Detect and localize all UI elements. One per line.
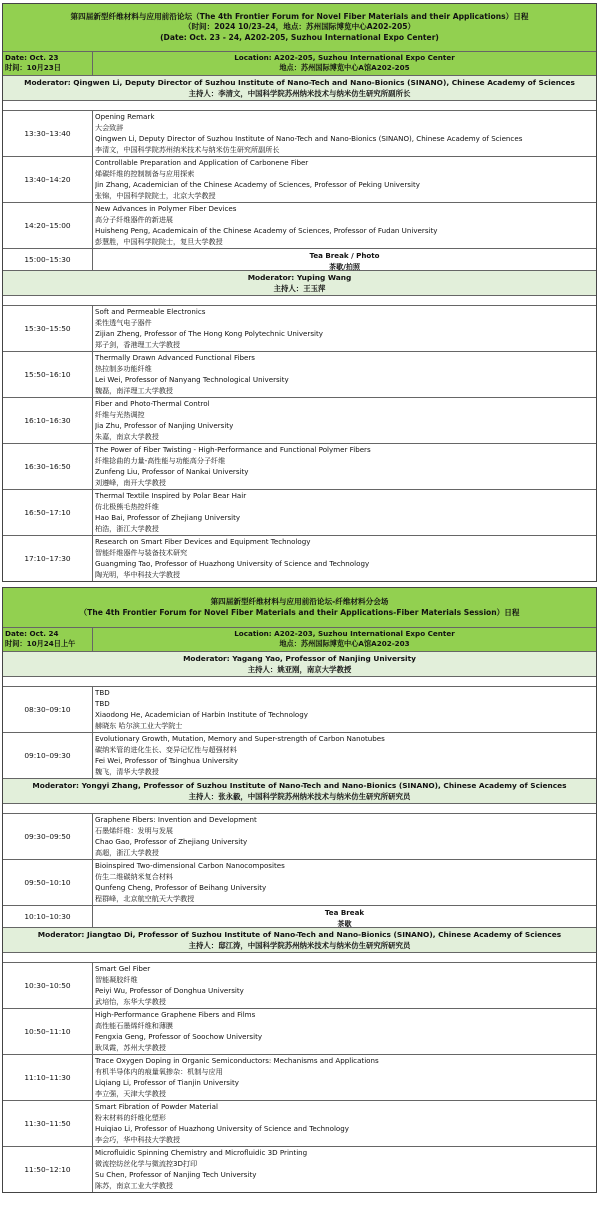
talk-line: Jia Zhu, Professor of Nanjing University bbox=[95, 421, 234, 430]
spacer-row bbox=[3, 295, 596, 305]
talk-cell bbox=[93, 157, 596, 202]
talk-row bbox=[3, 305, 596, 351]
talk-line: 刘遵峰，南开大学教授 bbox=[95, 478, 166, 487]
talk-line: Soft and Permeable Electronics bbox=[95, 307, 206, 316]
time-cell: 16:50–17:10 bbox=[3, 490, 93, 535]
date-en: Date: Oct. 23 bbox=[5, 53, 59, 62]
talk-line: 智能凝胶纤维 bbox=[95, 975, 138, 984]
talk-cell bbox=[93, 814, 596, 859]
moderator-row bbox=[3, 270, 596, 295]
talk-cell bbox=[93, 111, 596, 156]
talk-line: Microfluidic Spinning Chemistry and Microfluidic 3D Printing bbox=[95, 1148, 308, 1157]
date-location-row bbox=[3, 627, 596, 651]
talk-line: Thermally Drawn Advanced Functional Fibers bbox=[95, 353, 255, 362]
talk-cell bbox=[93, 1101, 596, 1146]
date-cn: 时间：10月23日 bbox=[5, 63, 61, 72]
time-cell: 16:30–16:50 bbox=[3, 444, 93, 489]
date-cn: 时间：10月24日上午 bbox=[5, 639, 76, 648]
time-cell: 10:50–11:10 bbox=[3, 1009, 93, 1054]
talk-row bbox=[3, 202, 596, 248]
talk-line: Qunfeng Cheng, Professor of Beihang University bbox=[95, 883, 267, 892]
talk-row bbox=[3, 859, 596, 905]
talk-line: Guangming Tao, Professor of Huazhong University of Science and Technology bbox=[95, 559, 370, 568]
talk-row bbox=[3, 1146, 596, 1192]
moderator-en: Moderator: Jiangtao Di, Professor of Suzhou Institute of Nano-Tech and Nano-Bionics (SINANO), Chinese Academy of Sciences bbox=[37, 930, 562, 939]
talk-line: 柏浩，浙江大学教授 bbox=[95, 524, 159, 533]
talk-cell bbox=[93, 306, 596, 351]
talk-line: 高超，浙江大学教授 bbox=[95, 848, 159, 857]
talk-row bbox=[3, 1054, 596, 1100]
spacer-row bbox=[3, 803, 596, 813]
talk-line: Su Chen, Professor of Nanjing Tech University bbox=[95, 1170, 257, 1179]
moderator-row bbox=[3, 651, 596, 676]
location-cn: 地点：苏州国际博览中心A馆A202-203 bbox=[279, 639, 410, 648]
talk-line: 陈苏，南京工业大学教授 bbox=[95, 1181, 174, 1190]
talk-line: Huisheng Peng, Academicain of the Chinese Academy of Sciences, Professor of Fudan University bbox=[95, 226, 438, 235]
talk-cell bbox=[93, 203, 596, 248]
talk-line: 魏飞，清华大学教授 bbox=[95, 767, 159, 776]
title-line: （The 4th Frontier Forum for Novel Fiber Materials and their Applications-Fiber Materials Session）日程 bbox=[79, 607, 520, 617]
talk-line: TBD bbox=[95, 688, 110, 697]
talk-line: 碳纳米管的进化生长、变异记忆性与超强材料 bbox=[95, 745, 237, 754]
talk-cell bbox=[93, 860, 596, 905]
talk-line: Zijian Zheng, Professor of The Hong Kong Polytechnic University bbox=[95, 329, 323, 338]
talk-line: Graphene Fibers: Invention and Development bbox=[95, 815, 257, 824]
title-line: （时间：2024 10/23-24，地点：苏州国际博览中心A202-205） bbox=[183, 22, 416, 32]
talk-cell bbox=[93, 963, 596, 1008]
session-title bbox=[3, 588, 596, 627]
talk-line: Fei Wei, Professor of Tsinghua University bbox=[95, 756, 239, 765]
talk-line: New Advances in Polymer Fiber Devices bbox=[95, 204, 237, 213]
break-row bbox=[3, 905, 596, 927]
talk-line: 高性能石墨烯纤维和薄膜 bbox=[95, 1021, 174, 1030]
talk-line: 高分子纤维器件的新进展 bbox=[95, 215, 174, 224]
talk-row bbox=[3, 732, 596, 778]
talk-line: 张锦，中国科学院院士，北京大学教授 bbox=[95, 191, 216, 200]
talk-line: Fengxia Geng, Professor of Soochow University bbox=[95, 1032, 263, 1041]
talk-line: Qingwen Li, Deputy Director of Suzhou Institute of Nano-Tech and Nano-Bionics (SINANO), Chinese Academy of Sciences bbox=[95, 134, 523, 143]
moderator-cn: 主持人：姚亚刚，南京大学教授 bbox=[247, 664, 352, 674]
talk-line: Zunfeng Liu, Professor of Nankai University bbox=[95, 467, 249, 476]
talk-line: Liqiang Li, Professor of Tianjin University bbox=[95, 1078, 239, 1087]
date-cell bbox=[3, 628, 93, 651]
session-title bbox=[3, 4, 596, 51]
talk-row bbox=[3, 110, 596, 156]
title-line: (Date: Oct. 23 - 24, A202-205, Suzhou International Expo Center) bbox=[160, 32, 439, 42]
talk-line: Jin Zhang, Academician of the Chinese Academy of Sciences, Professor of Peking University bbox=[95, 180, 420, 189]
talk-row bbox=[3, 1100, 596, 1146]
talk-line: Xiaodong He, Academician of Harbin Institute of Technology bbox=[95, 710, 308, 719]
talk-row bbox=[3, 351, 596, 397]
talk-line: Lei Wei, Professor of Nanyang Technological University bbox=[95, 375, 289, 384]
talk-line: 耿凤霞，苏州大学教授 bbox=[95, 1043, 166, 1052]
talk-line: 石墨烯纤维：发明与发展 bbox=[95, 826, 174, 835]
talk-row bbox=[3, 156, 596, 202]
time-cell: 13:40–14:20 bbox=[3, 157, 93, 202]
talk-cell bbox=[93, 536, 596, 581]
moderator-en: Moderator: Yuping Wang bbox=[247, 273, 352, 282]
talk-cell bbox=[93, 352, 596, 397]
talk-line: 陶光明，华中科技大学教授 bbox=[95, 570, 181, 579]
talk-line: 热拉制多功能纤维 bbox=[95, 364, 152, 373]
talk-row bbox=[3, 489, 596, 535]
title-line: 第四届新型纤维材料与应用前沿论坛-纤维材料分会场 bbox=[210, 597, 389, 606]
moderator-en: Moderator: Qingwen Li, Deputy Director of Suzhou Institute of Nano-Tech and Nano-Bionics (SINANO), Chinese Academy of Sciences bbox=[24, 78, 575, 87]
talk-cell bbox=[93, 1147, 596, 1192]
time-cell: 15:30–15:50 bbox=[3, 306, 93, 351]
moderator-en: Moderator: Yongyi Zhang, Professor of Suzhou Institute of Nano-Tech and Nano-Bionics (SINANO), Chinese Academy of Sciences bbox=[32, 781, 567, 790]
time-cell: 10:10–10:30 bbox=[3, 906, 93, 927]
talk-line: 纤维捻曲的力量-高性能与功能高分子纤维 bbox=[95, 456, 226, 465]
spacer-row bbox=[3, 952, 596, 962]
talk-line: 朱嘉，南京大学教授 bbox=[95, 432, 159, 441]
spacer-row bbox=[3, 100, 596, 110]
title-line: 第四届新型纤维材料与应用前沿论坛（The 4th Frontier Forum for Novel Fiber Materials and their Applications）日程 bbox=[70, 11, 529, 21]
location-en: Location: A202-205, Suzhou International Expo Center bbox=[234, 53, 455, 62]
date-cell bbox=[3, 52, 93, 75]
talk-line: 程群峰，北京航空航天大学教授 bbox=[95, 894, 195, 903]
talk-cell bbox=[93, 1055, 596, 1100]
talk-line: Trace Oxygen Doping in Organic Semiconductors: Mechanisms and Applications bbox=[95, 1056, 379, 1065]
talk-cell bbox=[93, 444, 596, 489]
date-en: Date: Oct. 24 bbox=[5, 629, 59, 638]
time-cell: 11:10–11:30 bbox=[3, 1055, 93, 1100]
talk-line: Smart Gel Fiber bbox=[95, 964, 151, 973]
time-cell: 10:30–10:50 bbox=[3, 963, 93, 1008]
talk-line: 柔性透气电子器件 bbox=[95, 318, 152, 327]
talk-line: Tea Break bbox=[324, 908, 365, 917]
talk-line: 郑子剑，香港理工大学教授 bbox=[95, 340, 181, 349]
time-cell: 09:30–09:50 bbox=[3, 814, 93, 859]
time-cell: 15:00–15:30 bbox=[3, 249, 93, 270]
talk-line: High-Performance Graphene Fibers and Films bbox=[95, 1010, 256, 1019]
talk-line: 烯碳纤维的控制制备与应用探索 bbox=[95, 169, 195, 178]
time-cell: 17:10–17:30 bbox=[3, 536, 93, 581]
talk-line: Research on Smart Fiber Devices and Equipment Technology bbox=[95, 537, 311, 546]
talk-row bbox=[3, 397, 596, 443]
talk-line: Bioinspired Two-dimensional Carbon Nanocomposites bbox=[95, 861, 285, 870]
talk-line: Huiqiao Li, Professor of Huazhong University of Science and Technology bbox=[95, 1124, 349, 1133]
location-en: Location: A202-203, Suzhou International Expo Center bbox=[234, 629, 455, 638]
talk-line: Controllable Preparation and Application of Carbonene Fiber bbox=[95, 158, 309, 167]
moderator-cn: 主持人：邸江涛，中国科学院苏州纳米技术与纳米仿生研究所研究员 bbox=[188, 940, 411, 950]
talk-line: 纤维与光热调控 bbox=[95, 410, 145, 419]
schedule-table bbox=[2, 3, 597, 582]
talk-line: Thermal Textile Inspired by Polar Bear Hair bbox=[95, 491, 247, 500]
talk-line: Chao Gao, Professor of Zhejiang University bbox=[95, 837, 248, 846]
talk-line: 微流控纺丝化学与微流控3D打印 bbox=[95, 1159, 198, 1168]
talk-cell bbox=[93, 906, 596, 927]
talk-line: Opening Remark bbox=[95, 112, 155, 121]
break-row bbox=[3, 248, 596, 270]
talk-line: 李会巧，华中科技大学教授 bbox=[95, 1135, 181, 1144]
time-cell: 09:50–10:10 bbox=[3, 860, 93, 905]
talk-row bbox=[3, 535, 596, 581]
time-cell: 13:30–13:40 bbox=[3, 111, 93, 156]
talk-line: Evolutionary Growth, Mutation, Memory and Super-strength of Carbon Nanotubes bbox=[95, 734, 385, 743]
time-cell: 11:50–12:10 bbox=[3, 1147, 93, 1192]
talk-line: 彭慧胜，中国科学院院士，复旦大学教授 bbox=[95, 237, 223, 246]
spacer-row bbox=[3, 676, 596, 686]
talk-cell bbox=[93, 1009, 596, 1054]
talk-cell bbox=[93, 687, 596, 732]
date-location-row bbox=[3, 51, 596, 75]
talk-line: 茶歇/拍照 bbox=[329, 262, 360, 271]
moderator-cn: 主持人：李清文，中国科学院苏州纳米技术与纳米仿生研究所副所长 bbox=[188, 88, 411, 98]
talk-line: 武培怡，东华大学教授 bbox=[95, 997, 166, 1006]
talk-line: 大会致辞 bbox=[95, 123, 124, 132]
location-cn: 地点：苏州国际博览中心A馆A202-205 bbox=[279, 63, 410, 72]
time-cell: 11:30–11:50 bbox=[3, 1101, 93, 1146]
moderator-row bbox=[3, 927, 596, 952]
moderator-cn: 主持人：王玉萍 bbox=[273, 283, 326, 293]
talk-cell bbox=[93, 398, 596, 443]
talk-line: 李立强，天津大学教授 bbox=[95, 1089, 166, 1098]
talk-row bbox=[3, 962, 596, 1008]
time-cell: 14:20–15:00 bbox=[3, 203, 93, 248]
talk-line: 粉末材料的纤维化塑形 bbox=[95, 1113, 166, 1122]
moderator-row bbox=[3, 778, 596, 803]
schedule-table bbox=[2, 587, 597, 1193]
talk-line: The Power of Fiber Twisting - High-Performance and Functional Polymer Fibers bbox=[95, 445, 371, 454]
talk-cell bbox=[93, 733, 596, 778]
talk-line: Smart Fibration of Powder Material bbox=[95, 1102, 218, 1111]
talk-line: 赫晓东 哈尔滨工业大学院士 bbox=[95, 721, 183, 730]
talk-row bbox=[3, 686, 596, 732]
talk-line: 茶歇 bbox=[337, 919, 352, 928]
talk-line: 有机半导体内的痕量氧掺杂：机制与应用 bbox=[95, 1067, 223, 1076]
time-cell: 16:10–16:30 bbox=[3, 398, 93, 443]
moderator-row bbox=[3, 75, 596, 100]
moderator-en: Moderator: Yagang Yao, Professor of Nanjing University bbox=[183, 654, 416, 663]
time-cell: 08:30–09:10 bbox=[3, 687, 93, 732]
talk-line: 仿生二维碳纳米复合材料 bbox=[95, 872, 174, 881]
moderator-cn: 主持人：张永毅，中国科学院苏州纳米技术与纳米仿生研究所研究员 bbox=[188, 791, 411, 801]
talk-row bbox=[3, 813, 596, 859]
talk-row bbox=[3, 443, 596, 489]
time-cell: 15:50–16:10 bbox=[3, 352, 93, 397]
talk-line: TBD bbox=[95, 699, 110, 708]
talk-line: Hao Bai, Professor of Zhejiang University bbox=[95, 513, 241, 522]
talk-line: 智能纤维器件与装备技术研究 bbox=[95, 548, 188, 557]
talk-line: Peiyi Wu, Professor of Donghua University bbox=[95, 986, 244, 995]
talk-cell bbox=[93, 249, 596, 270]
talk-line: 李清文，中国科学院苏州纳米技术与纳米仿生研究所副所长 bbox=[95, 145, 280, 154]
talk-line: 仿北极熊毛热控纤维 bbox=[95, 502, 159, 511]
location-cell bbox=[93, 52, 596, 75]
talk-cell bbox=[93, 490, 596, 535]
talk-line: Fiber and Photo-Thermal Control bbox=[95, 399, 210, 408]
talk-line: 魏磊，南洋理工大学教授 bbox=[95, 386, 174, 395]
talk-line: Tea Break / Photo bbox=[309, 251, 380, 260]
time-cell: 09:10–09:30 bbox=[3, 733, 93, 778]
location-cell bbox=[93, 628, 596, 651]
talk-row bbox=[3, 1008, 596, 1054]
